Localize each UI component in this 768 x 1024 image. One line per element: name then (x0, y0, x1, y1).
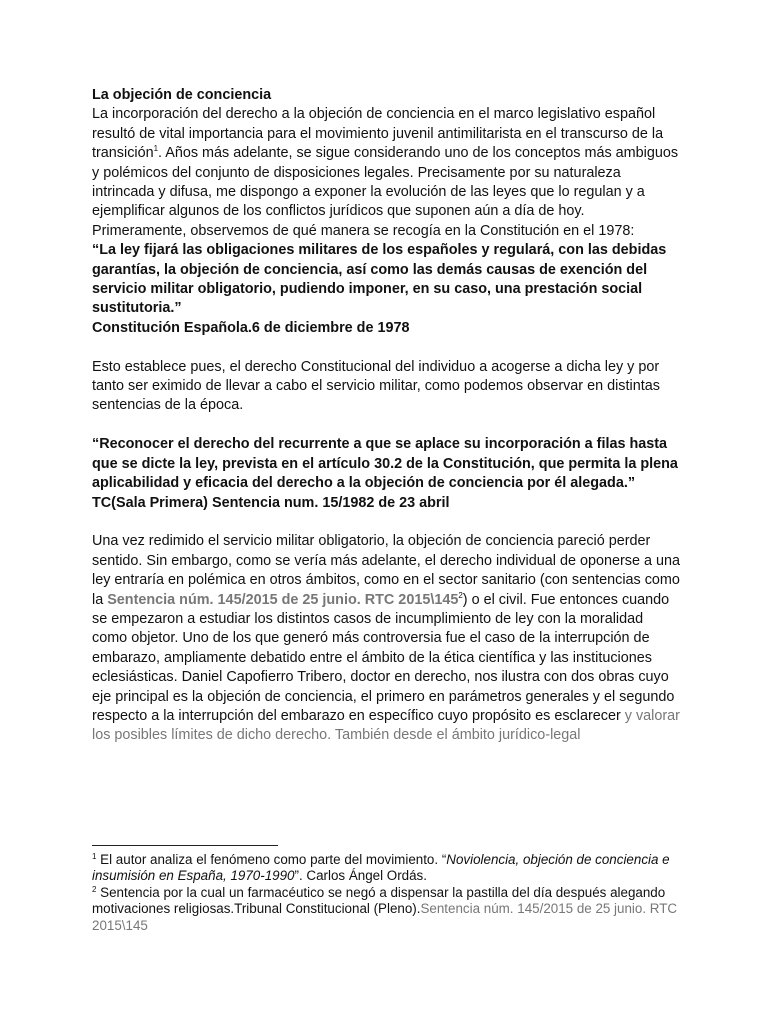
paragraph-intro (92, 105, 682, 221)
footnote-ref-1[interactable]: 1 (153, 144, 159, 154)
footnote-2-citation: Sentencia núm. 145/2015 de 25 junio. RTC 2015\145 (92, 901, 678, 933)
footnotes (92, 852, 682, 934)
sentence-citation: Sentencia núm. 145/2015 de 25 junio. RTC 2015\145 (107, 591, 459, 608)
paragraph-objection-text-gray: y valorar los posibles límites de dicho derecho. También desde el ámbito jurídico-legal (92, 707, 680, 744)
quote-sentence-source: TC(Sala Primera) Sentencia num. 15/1982 de 23 abril (92, 494, 450, 511)
spacer (92, 416, 682, 435)
footnote-1 (92, 852, 682, 885)
footnote-1-number: 1 (92, 852, 97, 861)
footnote-2-text: Sentencia por la cual un farmacéutico se negó a dispensar la pastilla del día después alegando motivaciones religiosas.Tribunal Constitucional (Pleno). (92, 884, 666, 917)
quote-constitution-source: Constitución Española.6 de diciembre de 1978 (92, 319, 410, 336)
spacer (92, 338, 682, 357)
footnote-2 (92, 885, 682, 934)
paragraph-objection-text: Una vez redimido el servicio militar obligatorio, la objeción de conciencia pareció perder sentido. Sin embargo, como se vería más adelante, el derecho individual de oponerse a una ley entraría en polémica en otros ámbitos, como en el sector sanitario (con sentencias como la (92, 533, 680, 608)
footnote-1-text: El autor analiza el fenómeno como parte del movimiento. “ (96, 852, 447, 867)
paragraph-intro-text: La incorporación del derecho a la objeción de conciencia en el marco legislativo español resultó de vital importancia para el movimiento juvenil antimilitarista en el transcurso de la transición (92, 106, 664, 162)
footnote-1-book-title: Noviolencia, objeción de conciencia e insumisión en España, 1970-1990 (92, 852, 670, 884)
section-title: La objeción de conciencia (92, 87, 272, 103)
quote-constitution: “La ley fijará las obligaciones militares de los españoles y regulará, con las debidas garantías, la objeción de conciencia, así como las demás causas de exención del servicio militar obligatorio, pudiendo imponer, en su caso, una prestación social sustitutoria.” (92, 242, 667, 317)
paragraph-right: Esto establece pues, el derecho Constitucional del individuo a acogerse a dicha ley y por tanto ser eximido de llevar a cabo el servicio militar, como podemos observar en distintas sentencias de la época. (92, 358, 660, 414)
spacer (92, 513, 682, 532)
paragraph-objection (92, 532, 682, 745)
footnote-2-number: 2 (92, 884, 97, 894)
paragraph-objection-text-cont: ) o el civil. Fue entonces cuando se empezaron a estudiar los distintos casos de incumplimiento de ley con la moralidad como objetor. Uno de los que generó más controversia fue el caso de la interrupción de embarazo, ampliamente debatido entre el ámbito de la ética científica y las instituciones eclesiásticas. Daniel Capofierro Tribero, doctor en derecho, nos ilustra con dos obras cuyo eje principal es la objeción de conciencia, el primero en parámetros generales y el segundo respecto a la interrupción del embarazo en específico cuyo propósito es esclarecer (92, 591, 675, 724)
document-body (92, 86, 682, 746)
footnote-1-author: ”. Carlos Ángel Ordás. (294, 868, 427, 884)
quote-sentence: “Reconocer el derecho del recurrente a que se aplace su incorporación a filas hasta que se dicte la ley, prevista en el artículo 30.2 de la Constitución, que permita la plena aplicabilidad y eficacia del derecho a la objeción de conciencia por él alegada.” (92, 436, 678, 492)
paragraph-constitution-intro: Primeramente, observemos de qué manera se recogía en la Constitución en el 1978: (92, 222, 635, 239)
footnote-separator (92, 845, 278, 846)
paragraph-intro-text-cont: . Años más adelante, se sigue considerando uno de los conceptos más ambiguos y polémicos del conjunto de disposiciones legales. Precisamente por su naturaleza intrincada y difusa, me dispongo a exponer la evolución de las leyes que lo regulan y a ejemplificar algunos de los conflictos jurídicos que suponen aún a día de hoy. (92, 145, 679, 220)
footnote-ref-2[interactable]: 2 (458, 590, 463, 600)
